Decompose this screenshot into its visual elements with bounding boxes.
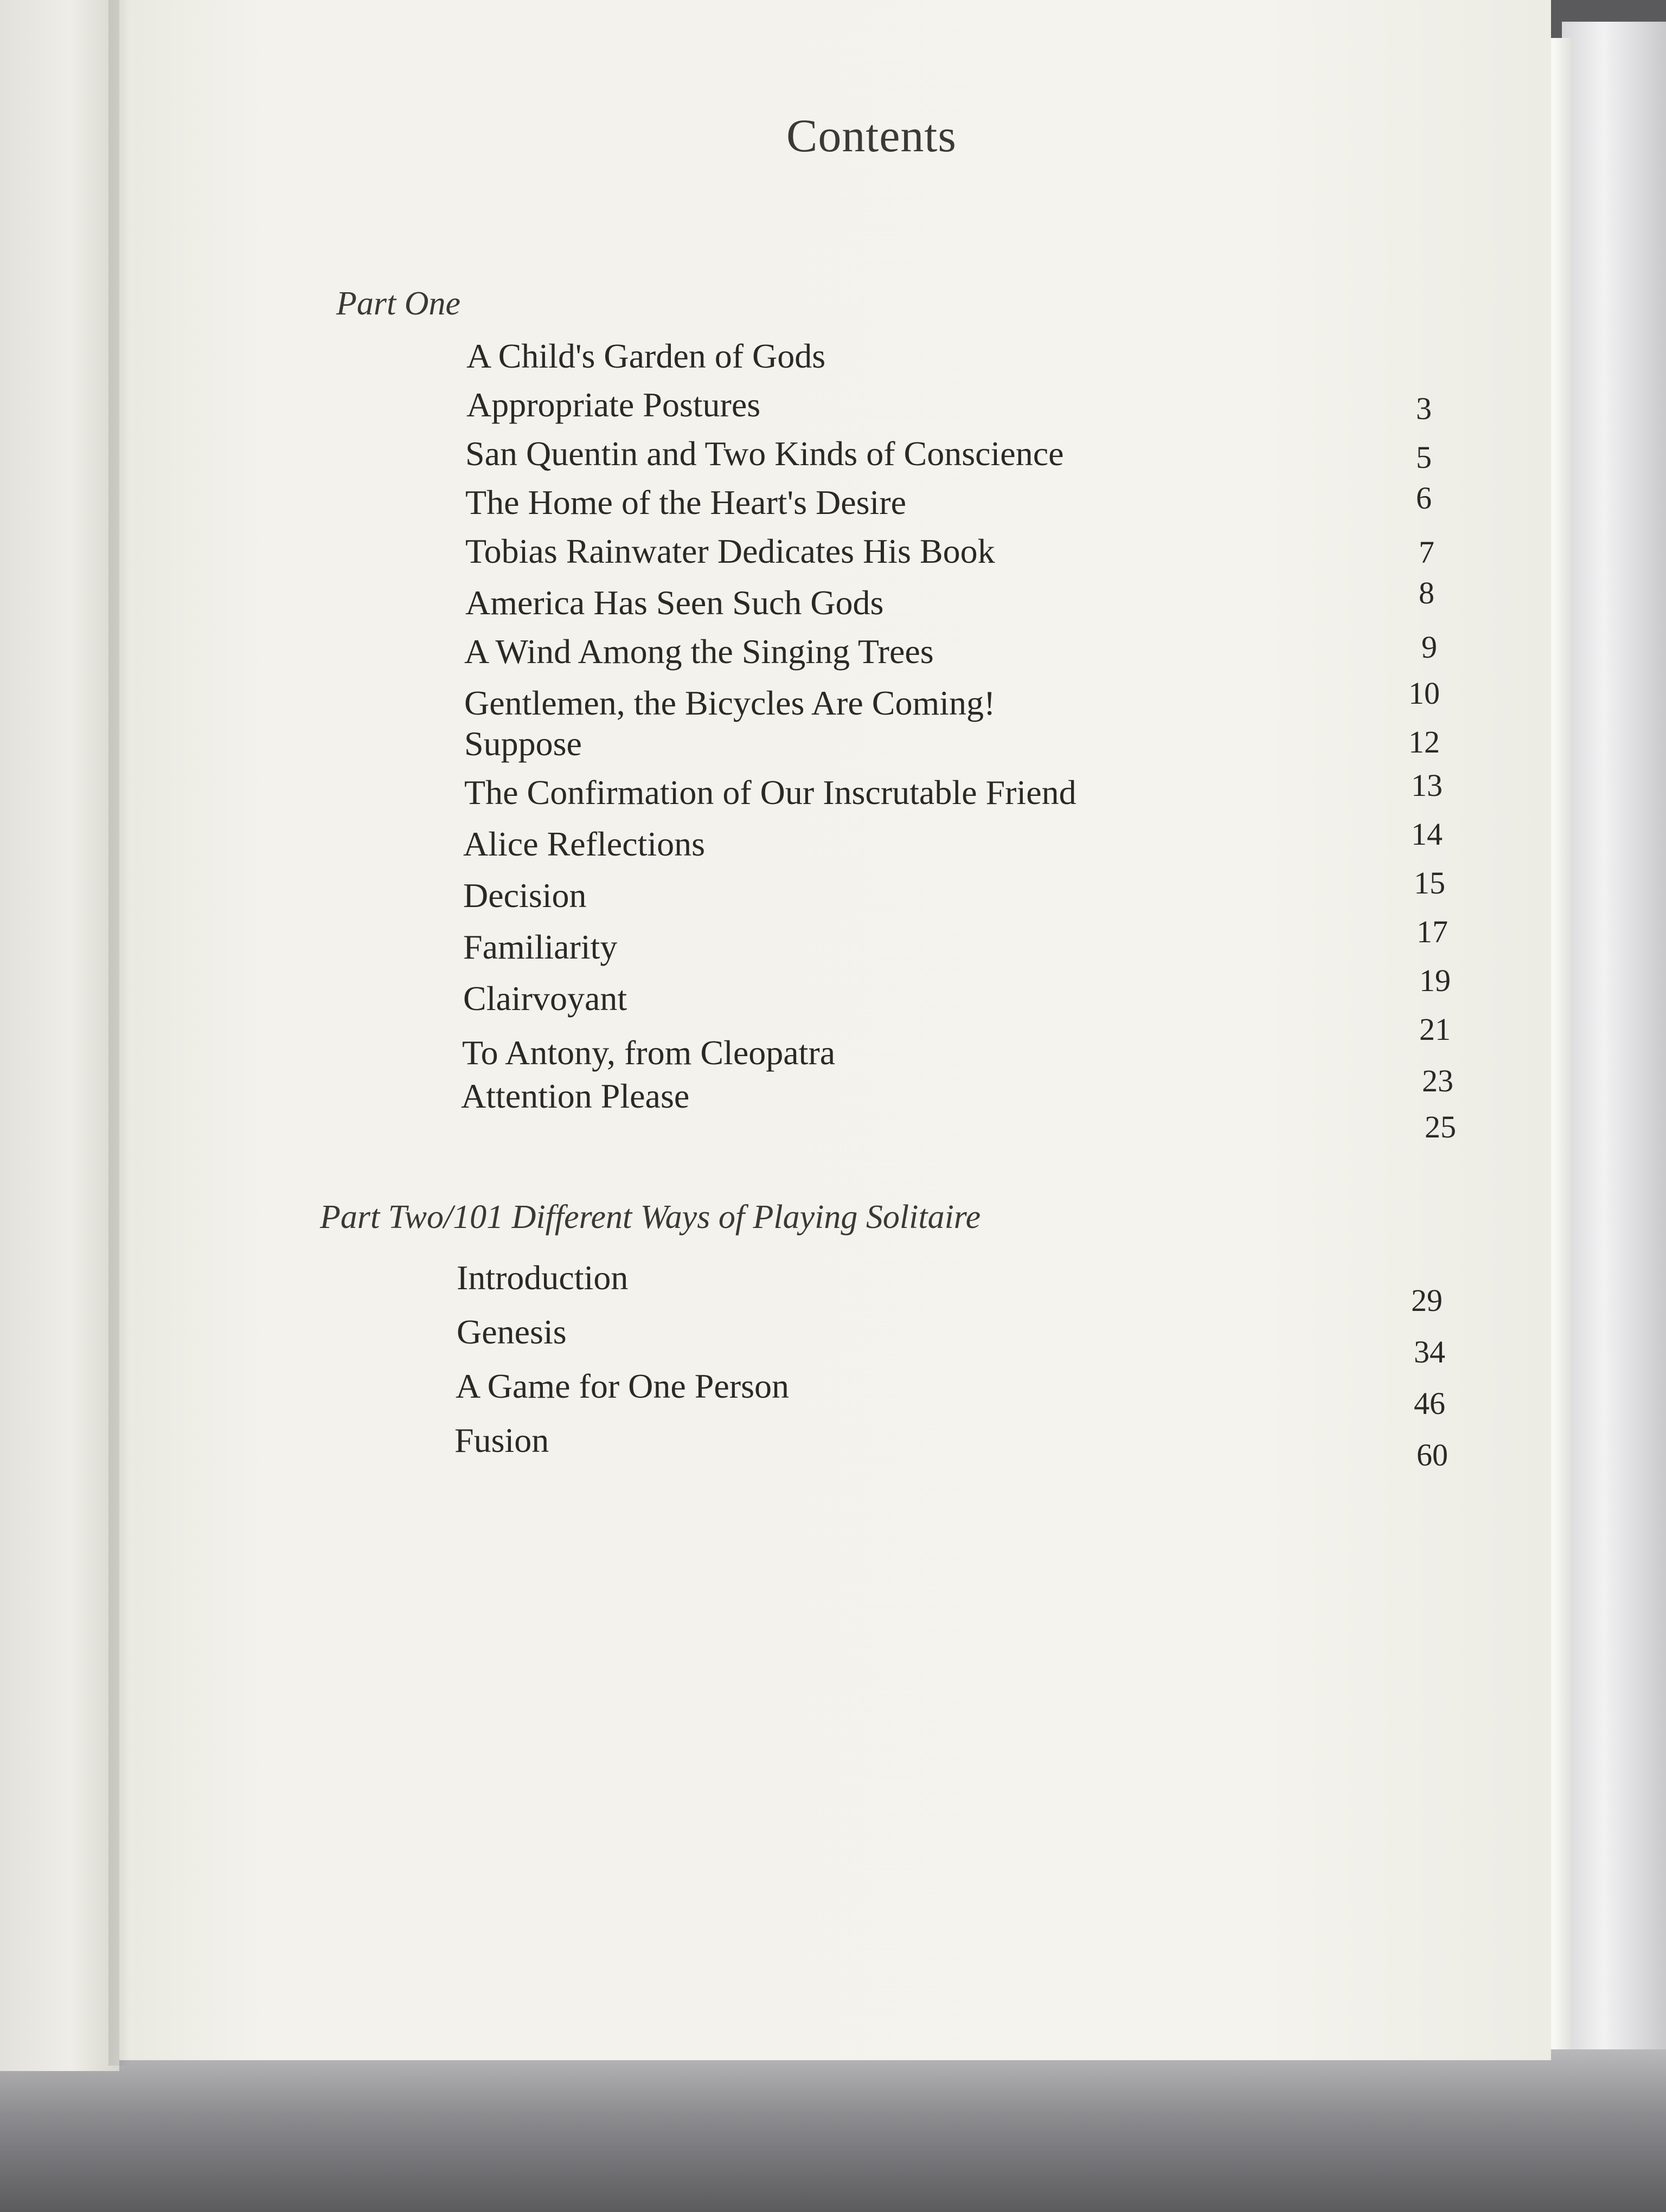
book-cover-right — [1562, 22, 1666, 2104]
toc-entry: Attention Please — [461, 1077, 690, 1115]
toc-entry: A Game for One Person — [456, 1367, 789, 1405]
toc-entry: America Has Seen Such Gods — [465, 583, 884, 622]
page-number: 23 — [1422, 1063, 1453, 1098]
page-number: 9 — [1421, 629, 1437, 665]
page-number: 17 — [1417, 914, 1448, 949]
page-number: 7 — [1419, 535, 1434, 570]
gutter-shadow — [108, 0, 130, 2066]
toc-entry: Appropriate Postures — [466, 385, 761, 424]
page-number: 13 — [1411, 768, 1443, 803]
page-number: 10 — [1408, 676, 1440, 711]
toc-entry: Fusion — [454, 1421, 549, 1459]
page-number: 21 — [1419, 1012, 1451, 1047]
page-number: 19 — [1419, 963, 1451, 998]
page-number: 15 — [1414, 865, 1445, 901]
book-cover-bottom — [0, 2049, 1666, 2212]
page-number: 8 — [1419, 575, 1434, 610]
page-number: 5 — [1416, 440, 1432, 475]
toc-entry: Suppose — [464, 724, 582, 763]
page-number: 25 — [1425, 1109, 1456, 1144]
toc-entry: Tobias Rainwater Dedicates His Book — [465, 532, 995, 570]
toc-entry: A Wind Among the Singing Trees — [464, 632, 934, 671]
toc-entry: Familiarity — [463, 928, 618, 966]
page-number: 46 — [1414, 1386, 1445, 1421]
toc-entry: Decision — [463, 876, 587, 915]
page-title: Contents — [786, 110, 957, 162]
part-one-heading: Part One — [336, 285, 461, 322]
toc-entry: The Home of the Heart's Desire — [465, 483, 906, 522]
page-number: 34 — [1414, 1334, 1445, 1369]
toc-entry: Clairvoyant — [463, 979, 627, 1018]
toc-entry: Gentlemen, the Bicycles Are Coming! — [464, 684, 996, 722]
page-number: 14 — [1411, 816, 1443, 852]
left-page — [0, 0, 119, 2071]
toc-entry: Alice Reflections — [463, 825, 706, 863]
toc-entry: Genesis — [457, 1313, 567, 1351]
toc-entry: A Child's Garden of Gods — [466, 337, 826, 375]
toc-entry: The Confirmation of Our Inscrutable Friend — [464, 773, 1077, 812]
part-two-heading: Part Two/101 Different Ways of Playing Solitaire — [320, 1199, 981, 1236]
page-number: 12 — [1408, 724, 1440, 760]
page-number: 29 — [1411, 1283, 1443, 1318]
toc-entry: To Antony, from Cleopatra — [462, 1033, 836, 1072]
contents-page — [119, 0, 1551, 2060]
page-number: 6 — [1416, 480, 1432, 516]
page-number: 60 — [1417, 1437, 1448, 1472]
toc-entry: San Quentin and Two Kinds of Conscience — [465, 434, 1064, 473]
page-number: 3 — [1416, 391, 1432, 426]
toc-entry: Introduction — [457, 1258, 629, 1297]
